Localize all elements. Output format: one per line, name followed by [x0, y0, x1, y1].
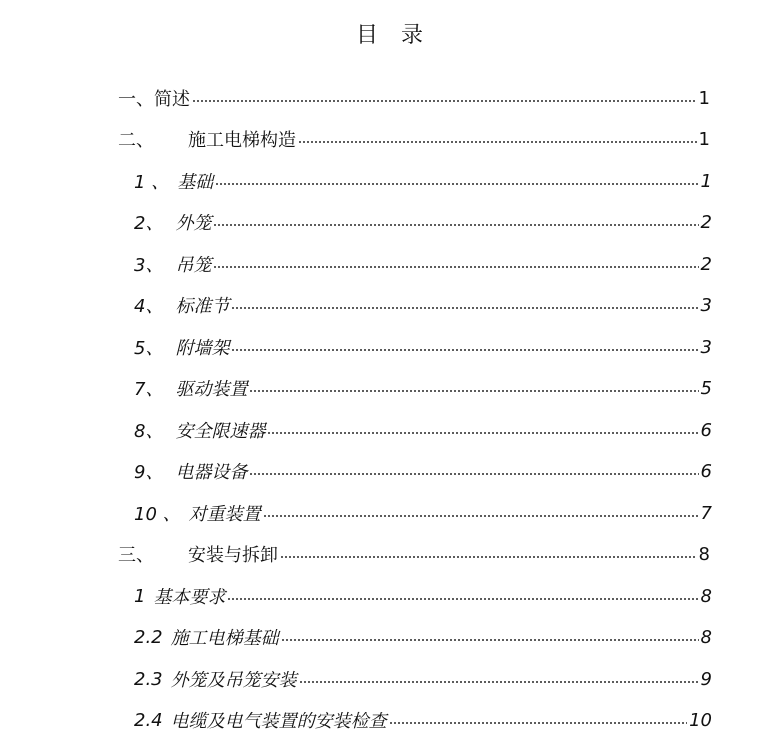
toc-entry-page: 6: [700, 460, 712, 482]
toc-entry-number: 一、: [118, 89, 154, 110]
toc-entry-electrical-equipment[interactable]: [134, 451, 712, 491]
toc-entry-label: 外笼及吊笼安装: [170, 670, 297, 691]
toc-entry-number: 2.4: [134, 709, 163, 731]
dot-leader: [215, 183, 698, 185]
dot-leader: [281, 639, 699, 641]
toc-entry-number: 二、: [118, 130, 154, 151]
toc-entry-page: 3: [700, 336, 712, 358]
toc-entry-number: 1 、: [134, 172, 170, 193]
dot-leader: [389, 722, 687, 724]
toc-entry-basic-requirements[interactable]: [134, 576, 712, 616]
dot-leader: [231, 349, 698, 351]
toc-entry-number: 10 、: [134, 504, 181, 525]
dot-leader: [249, 390, 698, 392]
toc-entry-hoist-cage[interactable]: [134, 244, 712, 284]
toc-entry-label: 安全限速器: [175, 421, 266, 442]
toc-entry-installation[interactable]: [118, 534, 710, 574]
dot-leader: [213, 224, 698, 226]
toc-entry-label: 外笼: [175, 213, 212, 234]
toc-entry-elevator-foundation[interactable]: [134, 617, 712, 657]
dot-leader: [280, 556, 697, 558]
toc-entry-page: 8: [700, 626, 712, 648]
toc-entry-cable-inspection[interactable]: [134, 700, 712, 740]
toc-entry-label: 吊笼: [175, 255, 212, 276]
toc-entry-cage-installation[interactable]: [134, 659, 712, 699]
toc-title-part1: 目: [355, 23, 379, 48]
toc-entry-page: 3: [700, 294, 712, 316]
toc-entry-label: 电缆及电气装置的安装检查: [170, 711, 387, 732]
toc-entry-number: 4、: [134, 296, 164, 317]
toc-entry-counterweight[interactable]: [134, 493, 712, 533]
toc-entry-label: 电器设备: [175, 462, 248, 483]
dot-leader: [249, 473, 698, 475]
toc-entry-page: 2: [700, 211, 712, 233]
toc-entry-number: 3、: [134, 255, 164, 276]
toc-entry-number: 1: [134, 585, 146, 607]
toc-entry-outer-cage[interactable]: [134, 202, 712, 242]
toc-entry-number: 5、: [134, 338, 164, 359]
toc-entry-drive-unit[interactable]: [134, 368, 712, 408]
dot-leader: [213, 266, 698, 268]
toc-entry-label: 对重装置: [188, 504, 261, 525]
toc-entry-page: 8: [698, 543, 710, 565]
toc-entry-label: 基本要求: [153, 587, 226, 608]
dot-leader: [227, 598, 698, 600]
toc-entry-standard-section[interactable]: [134, 285, 712, 325]
toc-entry-label: 驱动装置: [175, 379, 248, 400]
toc-entry-number: 2.2: [134, 626, 163, 648]
toc-entry-page: 2: [700, 253, 712, 275]
toc-entry-page: 8: [700, 585, 712, 607]
toc-entry-label: 施工电梯基础: [170, 628, 279, 649]
toc-entry-label: 标准节: [175, 296, 230, 317]
toc-entry-page: 1: [700, 170, 712, 192]
dot-leader: [263, 515, 699, 517]
toc-entry-page: 6: [700, 419, 712, 441]
toc-entry-label: 简述: [154, 89, 190, 110]
toc-title: [0, 18, 780, 49]
toc-entry-page: 9: [700, 668, 712, 690]
toc-entry-number: 7、: [134, 379, 164, 400]
toc-entry-number: 2、: [134, 213, 164, 234]
toc-entry-wall-bracket[interactable]: [134, 327, 712, 367]
dot-leader: [298, 141, 697, 143]
dot-leader: [299, 681, 699, 683]
toc-entry-label: 基础: [177, 172, 214, 193]
toc-entry-overview[interactable]: [118, 78, 710, 118]
toc-entry-label: 施工电梯构造: [188, 130, 296, 151]
toc-entry-construction[interactable]: [118, 119, 710, 159]
toc-entry-foundation[interactable]: [134, 161, 712, 201]
toc-entry-safety-governor[interactable]: [134, 410, 712, 450]
dot-leader: [267, 432, 698, 434]
toc-entry-number: 三、: [118, 545, 154, 566]
toc-entry-label: 附墙架: [175, 338, 230, 359]
toc-entry-number: 9、: [134, 462, 164, 483]
toc-entry-page: 10: [689, 709, 712, 731]
toc-entry-label: 安装与拆卸: [188, 545, 278, 566]
toc-entry-page: 1: [698, 87, 710, 109]
toc-entry-page: 1: [698, 128, 710, 150]
toc-entry-number: 8、: [134, 421, 164, 442]
toc-entry-page: 5: [700, 377, 712, 399]
toc-entry-number: 2.3: [134, 668, 163, 690]
toc-title-part2: 录: [401, 23, 425, 48]
dot-leader: [192, 100, 697, 102]
toc-entry-page: 7: [700, 502, 712, 524]
dot-leader: [231, 307, 698, 309]
